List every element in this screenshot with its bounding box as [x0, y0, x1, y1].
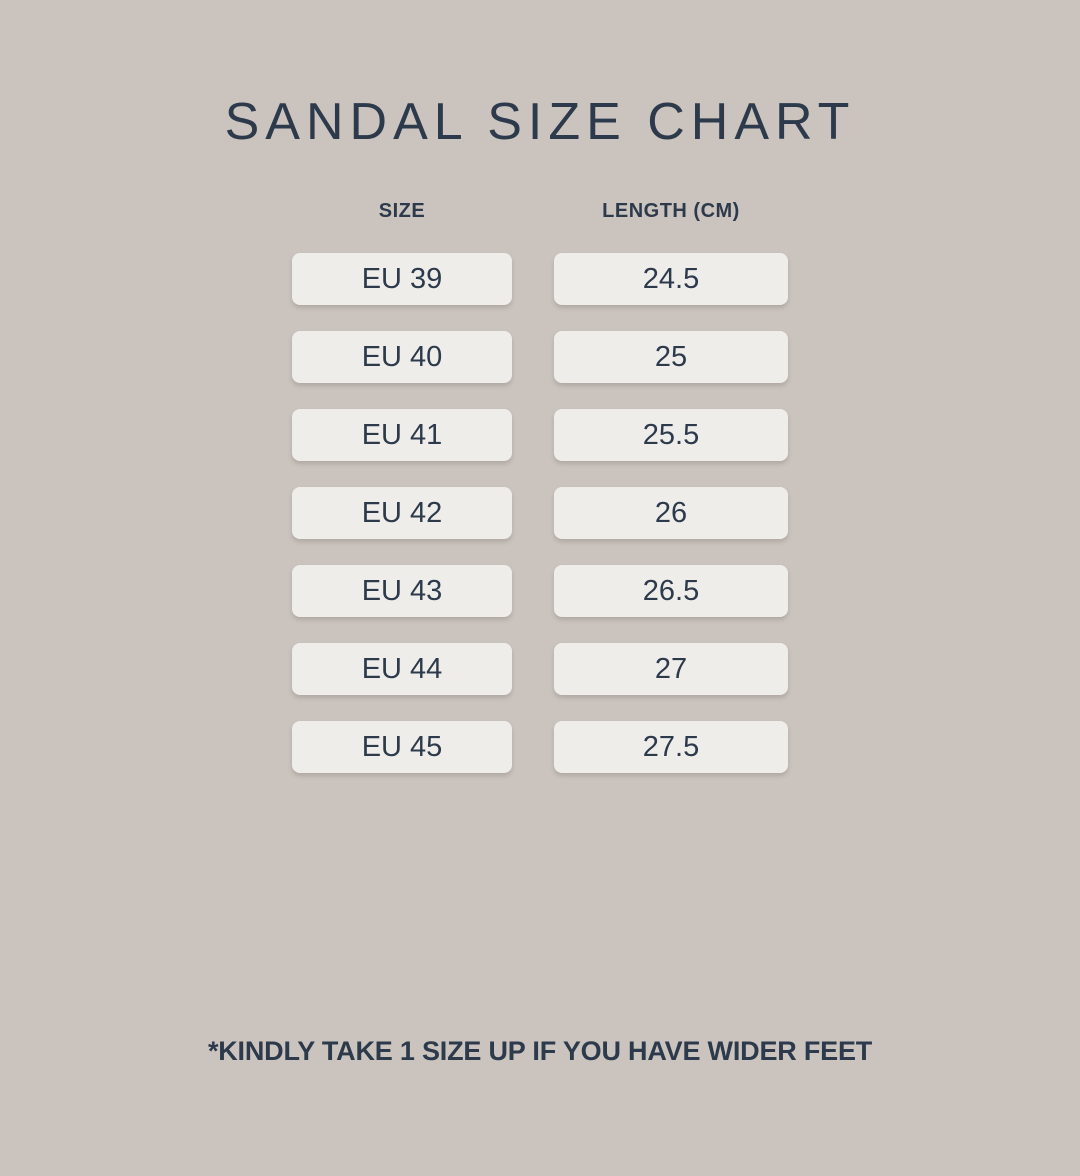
length-cell: 26: [554, 487, 788, 539]
size-cell: EU 39: [292, 253, 512, 305]
table-row: [292, 565, 788, 617]
length-cell: 25.5: [554, 409, 788, 461]
column-header-size: SIZE: [378, 200, 426, 222]
size-table: [292, 200, 788, 773]
length-cell: 27: [554, 643, 788, 695]
table-row: [292, 331, 788, 383]
table-row: [292, 643, 788, 695]
table-row: [292, 409, 788, 461]
size-cell: EU 45: [292, 721, 512, 773]
size-cell: EU 42: [292, 487, 512, 539]
length-cell: 25: [554, 331, 788, 383]
size-cell: EU 41: [292, 409, 512, 461]
footnote: *KINDLY TAKE 1 SIZE UP IF YOU HAVE WIDER FEET: [207, 1036, 873, 1066]
column-header-length: LENGTH (CM): [602, 200, 740, 222]
size-cell: EU 43: [292, 565, 512, 617]
table-row: [292, 253, 788, 305]
size-chart-page: [0, 93, 1080, 1176]
size-cell: EU 44: [292, 643, 512, 695]
table-body: [292, 253, 788, 773]
page-title: SANDAL SIZE CHART: [224, 93, 856, 151]
table-header-row: [292, 200, 788, 223]
size-cell: EU 40: [292, 331, 512, 383]
length-cell: 27.5: [554, 721, 788, 773]
length-cell: 26.5: [554, 565, 788, 617]
table-row: [292, 721, 788, 773]
table-row: [292, 487, 788, 539]
length-cell: 24.5: [554, 253, 788, 305]
